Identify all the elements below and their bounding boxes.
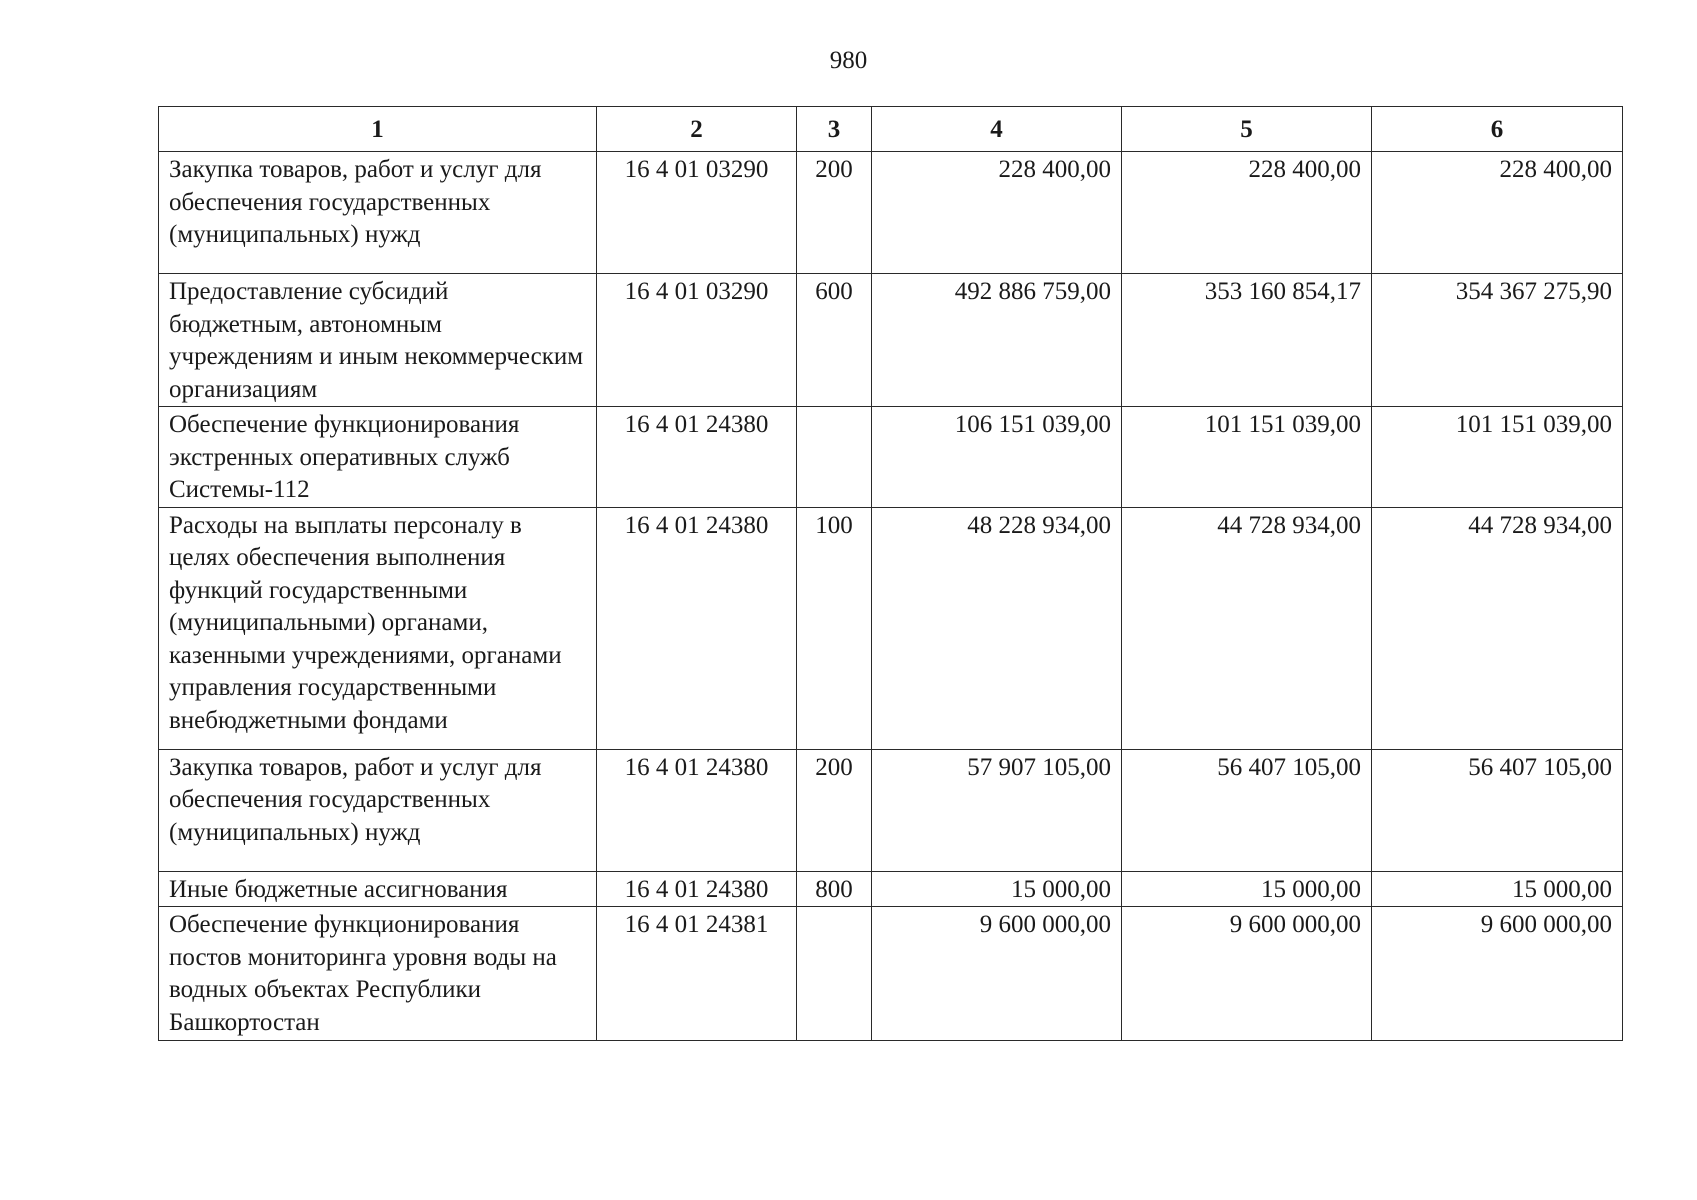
- table-row: [159, 749, 1623, 871]
- row-name: Расходы на выплаты персоналу в целях обеспечения выполнения функций государственными (муниципальными) органами, казенными учреждениями, органами управления государственными внебюджетными фондами: [159, 507, 597, 749]
- row-value-5: 15 000,00: [1122, 871, 1372, 907]
- row-value-4: 15 000,00: [872, 871, 1122, 907]
- row-name: Иные бюджетные ассигнования: [159, 871, 597, 907]
- row-value-6: 56 407 105,00: [1372, 749, 1623, 871]
- row-value-6: 228 400,00: [1372, 152, 1623, 274]
- row-code: 16 4 01 24380: [597, 507, 797, 749]
- table-row: [159, 871, 1623, 907]
- row-code: 16 4 01 24380: [597, 749, 797, 871]
- budget-table: [158, 106, 1623, 1041]
- row-name: Закупка товаров, работ и услуг для обеспечения государственных (муниципальных) нужд: [159, 152, 597, 274]
- row-value-5: 228 400,00: [1122, 152, 1372, 274]
- row-value-6: 9 600 000,00: [1372, 907, 1623, 1041]
- row-expense-type: 800: [797, 871, 872, 907]
- row-name: Предоставление субсидий бюджетным, автономным учреждениям и иным некоммерческим организациям: [159, 274, 597, 407]
- row-expense-type: 100: [797, 507, 872, 749]
- header-row: [159, 107, 1623, 152]
- row-value-5: 44 728 934,00: [1122, 507, 1372, 749]
- header-col-6: 6: [1372, 107, 1623, 152]
- row-expense-type: 200: [797, 749, 872, 871]
- row-code: 16 4 01 03290: [597, 274, 797, 407]
- row-value-5: 101 151 039,00: [1122, 407, 1372, 508]
- row-expense-type: [797, 907, 872, 1041]
- row-value-5: 56 407 105,00: [1122, 749, 1372, 871]
- row-value-4: 228 400,00: [872, 152, 1122, 274]
- row-value-4: 57 907 105,00: [872, 749, 1122, 871]
- table-row: [159, 407, 1623, 508]
- header-col-4: 4: [872, 107, 1122, 152]
- page-number: 980: [829, 47, 868, 74]
- row-value-4: 9 600 000,00: [872, 907, 1122, 1041]
- row-value-4: 492 886 759,00: [872, 274, 1122, 407]
- row-expense-type: 600: [797, 274, 872, 407]
- row-value-5: 353 160 854,17: [1122, 274, 1372, 407]
- table-row: [159, 907, 1623, 1041]
- row-value-4: 48 228 934,00: [872, 507, 1122, 749]
- row-name: Закупка товаров, работ и услуг для обеспечения государственных (муниципальных) нужд: [159, 749, 597, 871]
- row-value-6: 15 000,00: [1372, 871, 1623, 907]
- header-col-5: 5: [1122, 107, 1372, 152]
- row-value-6: 44 728 934,00: [1372, 507, 1623, 749]
- row-name: Обеспечение функционирования экстренных оперативных служб Системы-112: [159, 407, 597, 508]
- row-value-6: 354 367 275,90: [1372, 274, 1623, 407]
- row-code: 16 4 01 24381: [597, 907, 797, 1041]
- row-value-6: 101 151 039,00: [1372, 407, 1623, 508]
- row-name: Обеспечение функционирования постов мониторинга уровня воды на водных объектах Республики Башкортостан: [159, 907, 597, 1041]
- row-code: 16 4 01 03290: [597, 152, 797, 274]
- table-row: [159, 152, 1623, 274]
- row-value-5: 9 600 000,00: [1122, 907, 1372, 1041]
- row-value-4: 106 151 039,00: [872, 407, 1122, 508]
- header-col-2: 2: [597, 107, 797, 152]
- row-code: 16 4 01 24380: [597, 407, 797, 508]
- row-expense-type: [797, 407, 872, 508]
- header-col-1: 1: [159, 107, 597, 152]
- header-col-3: 3: [797, 107, 872, 152]
- table-row: [159, 507, 1623, 749]
- row-expense-type: 200: [797, 152, 872, 274]
- table-row: [159, 274, 1623, 407]
- row-code: 16 4 01 24380: [597, 871, 797, 907]
